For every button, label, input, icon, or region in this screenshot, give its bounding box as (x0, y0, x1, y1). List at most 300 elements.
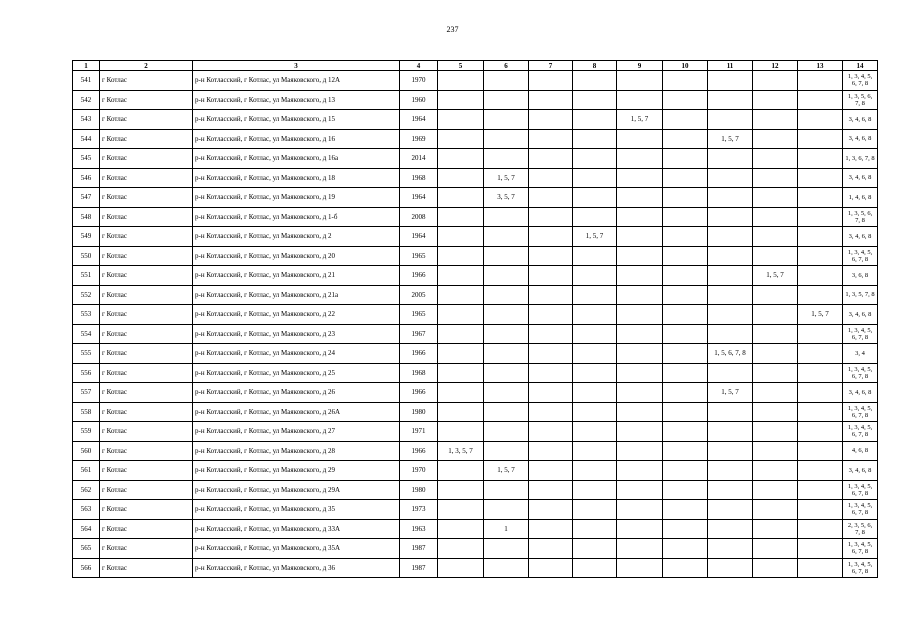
col5-cell (438, 402, 484, 422)
col13-cell (798, 285, 843, 305)
col13-cell (798, 207, 843, 227)
year-cell: 1970 (400, 461, 438, 481)
table-row (73, 324, 878, 344)
col12-cell (753, 110, 798, 130)
col5-cell (438, 246, 484, 266)
address-cell: р-н Котласский, г Котлас, ул Маяковского, д 1-б (193, 207, 400, 227)
col11-cell (708, 188, 753, 208)
col6-cell (484, 422, 529, 442)
col14-cell: 1, 3, 4, 5, 6, 7, 8 (843, 324, 878, 344)
col5-cell (438, 90, 484, 110)
table-header-row (73, 61, 878, 71)
settlement-cell: г Котлас (100, 441, 193, 461)
col8-cell (573, 441, 617, 461)
row-number: 565 (73, 539, 100, 559)
col5-cell (438, 168, 484, 188)
table-row (73, 383, 878, 403)
col5-cell (438, 422, 484, 442)
col5-cell (438, 305, 484, 325)
col11-cell: 1, 5, 7 (708, 383, 753, 403)
col8-cell (573, 149, 617, 169)
settlement-cell: г Котлас (100, 461, 193, 481)
col10-cell (663, 480, 708, 500)
col5-cell (438, 383, 484, 403)
col9-cell (617, 461, 663, 481)
col5-cell: 1, 3, 5, 7 (438, 441, 484, 461)
col9-cell (617, 266, 663, 286)
year-cell: 1960 (400, 90, 438, 110)
col5-cell (438, 188, 484, 208)
col7-cell (529, 266, 573, 286)
row-number: 560 (73, 441, 100, 461)
col14-cell: 3, 4, 6, 8 (843, 383, 878, 403)
col12-cell (753, 246, 798, 266)
col8-cell (573, 168, 617, 188)
col6-cell (484, 90, 529, 110)
year-cell: 1968 (400, 168, 438, 188)
table-row (73, 110, 878, 130)
col11-cell (708, 227, 753, 247)
col6-cell (484, 285, 529, 305)
table-row (73, 266, 878, 286)
col10-cell (663, 266, 708, 286)
address-cell: р-н Котласский, г Котлас, ул Маяковского, д 18 (193, 168, 400, 188)
col8-cell (573, 558, 617, 578)
col11-cell (708, 71, 753, 91)
address-cell: р-н Котласский, г Котлас, ул Маяковского, д 16а (193, 149, 400, 169)
col14-cell: 1, 3, 4, 5, 6, 7, 8 (843, 480, 878, 500)
col12-cell (753, 539, 798, 559)
col6-cell (484, 441, 529, 461)
col7-cell (529, 188, 573, 208)
address-cell: р-н Котласский, г Котлас, ул Маяковского, д 23 (193, 324, 400, 344)
col9-cell (617, 324, 663, 344)
col5-cell (438, 519, 484, 539)
col7-cell (529, 422, 573, 442)
col14-cell: 3, 4, 6, 8 (843, 110, 878, 130)
col13-cell (798, 422, 843, 442)
column-header-8: 8 (573, 61, 617, 71)
col9-cell (617, 188, 663, 208)
col5-cell (438, 500, 484, 520)
col12-cell (753, 383, 798, 403)
col5-cell (438, 71, 484, 91)
settlement-cell: г Котлас (100, 422, 193, 442)
row-number: 559 (73, 422, 100, 442)
col13-cell (798, 188, 843, 208)
col10-cell (663, 168, 708, 188)
col12-cell (753, 324, 798, 344)
col5-cell (438, 461, 484, 481)
row-number: 549 (73, 227, 100, 247)
col13-cell (798, 402, 843, 422)
row-number: 556 (73, 363, 100, 383)
table-row (73, 441, 878, 461)
col13-cell (798, 558, 843, 578)
col7-cell (529, 71, 573, 91)
year-cell: 1964 (400, 227, 438, 247)
col11-cell (708, 461, 753, 481)
col12-cell (753, 71, 798, 91)
col9-cell (617, 285, 663, 305)
address-cell: р-н Котласский, г Котлас, ул Маяковского, д 21 (193, 266, 400, 286)
table-row (73, 149, 878, 169)
col13-cell (798, 168, 843, 188)
col6-cell (484, 129, 529, 149)
col11-cell (708, 266, 753, 286)
col9-cell (617, 383, 663, 403)
col12-cell (753, 305, 798, 325)
col14-cell: 2, 3, 5, 6, 7, 8 (843, 519, 878, 539)
col9-cell (617, 441, 663, 461)
col5-cell (438, 539, 484, 559)
col7-cell (529, 168, 573, 188)
col7-cell (529, 246, 573, 266)
col6-cell (484, 558, 529, 578)
col12-cell (753, 500, 798, 520)
col6-cell: 1, 5, 7 (484, 461, 529, 481)
settlement-cell: г Котлас (100, 188, 193, 208)
settlement-cell: г Котлас (100, 207, 193, 227)
col6-cell (484, 246, 529, 266)
settlement-cell: г Котлас (100, 168, 193, 188)
table-row (73, 500, 878, 520)
col12-cell (753, 344, 798, 364)
year-cell: 1980 (400, 402, 438, 422)
column-header-5: 5 (438, 61, 484, 71)
col8-cell (573, 383, 617, 403)
settlement-cell: г Котлас (100, 129, 193, 149)
col12-cell (753, 149, 798, 169)
row-number: 561 (73, 461, 100, 481)
year-cell: 1980 (400, 480, 438, 500)
column-header-6: 6 (484, 61, 529, 71)
row-number: 564 (73, 519, 100, 539)
col7-cell (529, 558, 573, 578)
col14-cell: 3, 4 (843, 344, 878, 364)
col11-cell (708, 500, 753, 520)
col11-cell: 1, 5, 7 (708, 129, 753, 149)
year-cell: 2008 (400, 207, 438, 227)
table-row (73, 422, 878, 442)
col8-cell (573, 188, 617, 208)
col11-cell (708, 558, 753, 578)
col8-cell (573, 500, 617, 520)
col10-cell (663, 110, 708, 130)
col5-cell (438, 285, 484, 305)
settlement-cell: г Котлас (100, 324, 193, 344)
year-cell: 1965 (400, 246, 438, 266)
year-cell: 1965 (400, 305, 438, 325)
table-row (73, 285, 878, 305)
col11-cell (708, 441, 753, 461)
col11-cell (708, 519, 753, 539)
col10-cell (663, 519, 708, 539)
col9-cell (617, 480, 663, 500)
col9-cell (617, 149, 663, 169)
table-row (73, 402, 878, 422)
col7-cell (529, 90, 573, 110)
table-row (73, 344, 878, 364)
settlement-cell: г Котлас (100, 344, 193, 364)
col9-cell (617, 558, 663, 578)
col7-cell (529, 402, 573, 422)
table-row (73, 305, 878, 325)
settlement-cell: г Котлас (100, 149, 193, 169)
table-row (73, 363, 878, 383)
col13-cell (798, 461, 843, 481)
col12-cell: 1, 5, 7 (753, 266, 798, 286)
col10-cell (663, 441, 708, 461)
settlement-cell: г Котлас (100, 285, 193, 305)
col9-cell (617, 129, 663, 149)
col11-cell (708, 305, 753, 325)
col14-cell: 1, 3, 5, 6, 7, 8 (843, 90, 878, 110)
col10-cell (663, 305, 708, 325)
col5-cell (438, 149, 484, 169)
col10-cell (663, 461, 708, 481)
col6-cell (484, 363, 529, 383)
col14-cell: 3, 4, 6, 8 (843, 227, 878, 247)
column-header-4: 4 (400, 61, 438, 71)
address-cell: р-н Котласский, г Котлас, ул Маяковского, д 29 (193, 461, 400, 481)
year-cell: 1971 (400, 422, 438, 442)
col10-cell (663, 539, 708, 559)
table-body (73, 71, 878, 578)
col9-cell (617, 422, 663, 442)
col7-cell (529, 305, 573, 325)
col6-cell (484, 500, 529, 520)
col7-cell (529, 285, 573, 305)
column-header-2: 2 (100, 61, 193, 71)
col13-cell (798, 71, 843, 91)
col8-cell (573, 129, 617, 149)
page-number: 237 (446, 25, 459, 34)
col6-cell (484, 480, 529, 500)
col5-cell (438, 110, 484, 130)
table-row (73, 90, 878, 110)
col9-cell (617, 500, 663, 520)
col9-cell: 1, 5, 7 (617, 110, 663, 130)
table-row (73, 539, 878, 559)
col8-cell (573, 422, 617, 442)
address-cell: р-н Котласский, г Котлас, ул Маяковского, д 21а (193, 285, 400, 305)
col13-cell (798, 149, 843, 169)
col9-cell (617, 402, 663, 422)
col13-cell (798, 363, 843, 383)
col12-cell (753, 207, 798, 227)
col13-cell (798, 441, 843, 461)
col12-cell (753, 188, 798, 208)
col9-cell (617, 227, 663, 247)
col14-cell: 1, 3, 4, 5, 6, 7, 8 (843, 422, 878, 442)
col7-cell (529, 227, 573, 247)
address-cell: р-н Котласский, г Котлас, ул Маяковского, д 24 (193, 344, 400, 364)
row-number: 553 (73, 305, 100, 325)
col5-cell (438, 227, 484, 247)
col11-cell (708, 402, 753, 422)
col6-cell: 1, 5, 7 (484, 168, 529, 188)
settlement-cell: г Котлас (100, 90, 193, 110)
col14-cell: 1, 3, 4, 5, 6, 7, 8 (843, 246, 878, 266)
col11-cell (708, 110, 753, 130)
table-row (73, 558, 878, 578)
col11-cell (708, 168, 753, 188)
col9-cell (617, 207, 663, 227)
col7-cell (529, 480, 573, 500)
col12-cell (753, 285, 798, 305)
col12-cell (753, 422, 798, 442)
row-number: 563 (73, 500, 100, 520)
housing-register-table (72, 60, 878, 578)
settlement-cell: г Котлас (100, 71, 193, 91)
col10-cell (663, 363, 708, 383)
col9-cell (617, 344, 663, 364)
table-row (73, 480, 878, 500)
col8-cell (573, 266, 617, 286)
address-cell: р-н Котласский, г Котлас, ул Маяковского, д 20 (193, 246, 400, 266)
settlement-cell: г Котлас (100, 363, 193, 383)
col10-cell (663, 558, 708, 578)
address-cell: р-н Котласский, г Котлас, ул Маяковского, д 33А (193, 519, 400, 539)
address-cell: р-н Котласский, г Котлас, ул Маяковского, д 36 (193, 558, 400, 578)
table-row (73, 207, 878, 227)
settlement-cell: г Котлас (100, 558, 193, 578)
column-header-10: 10 (663, 61, 708, 71)
col9-cell (617, 305, 663, 325)
col14-cell: 3, 4, 6, 8 (843, 168, 878, 188)
col7-cell (529, 110, 573, 130)
year-cell: 1970 (400, 71, 438, 91)
col11-cell (708, 207, 753, 227)
col11-cell (708, 480, 753, 500)
row-number: 546 (73, 168, 100, 188)
col11-cell (708, 422, 753, 442)
col9-cell (617, 519, 663, 539)
col9-cell (617, 90, 663, 110)
year-cell: 1969 (400, 129, 438, 149)
col10-cell (663, 500, 708, 520)
address-cell: р-н Котласский, г Котлас, ул Маяковского, д 19 (193, 188, 400, 208)
address-cell: р-н Котласский, г Котлас, ул Маяковского, д 2 (193, 227, 400, 247)
col9-cell (617, 246, 663, 266)
col14-cell: 3, 4, 6, 8 (843, 461, 878, 481)
col8-cell: 1, 5, 7 (573, 227, 617, 247)
col10-cell (663, 402, 708, 422)
col6-cell (484, 305, 529, 325)
year-cell: 1968 (400, 363, 438, 383)
col6-cell (484, 383, 529, 403)
col12-cell (753, 441, 798, 461)
col14-cell: 1, 3, 4, 5, 6, 7, 8 (843, 539, 878, 559)
col12-cell (753, 129, 798, 149)
col14-cell: 3, 4, 6, 8 (843, 305, 878, 325)
col6-cell (484, 344, 529, 364)
col6-cell (484, 402, 529, 422)
col12-cell (753, 480, 798, 500)
settlement-cell: г Котлас (100, 266, 193, 286)
address-cell: р-н Котласский, г Котлас, ул Маяковского, д 29А (193, 480, 400, 500)
row-number: 548 (73, 207, 100, 227)
row-number: 543 (73, 110, 100, 130)
settlement-cell: г Котлас (100, 402, 193, 422)
year-cell: 1966 (400, 441, 438, 461)
table-row (73, 129, 878, 149)
col8-cell (573, 71, 617, 91)
row-number: 557 (73, 383, 100, 403)
col10-cell (663, 188, 708, 208)
col13-cell (798, 227, 843, 247)
col11-cell (708, 246, 753, 266)
col13-cell (798, 90, 843, 110)
col10-cell (663, 129, 708, 149)
col8-cell (573, 539, 617, 559)
col6-cell (484, 227, 529, 247)
row-number: 544 (73, 129, 100, 149)
col12-cell (753, 461, 798, 481)
col14-cell: 1, 3, 4, 5, 6, 7, 8 (843, 71, 878, 91)
year-cell: 1987 (400, 558, 438, 578)
col13-cell (798, 480, 843, 500)
row-number: 552 (73, 285, 100, 305)
col10-cell (663, 344, 708, 364)
column-header-11: 11 (708, 61, 753, 71)
table-row (73, 168, 878, 188)
col14-cell: 4, 6, 8 (843, 441, 878, 461)
address-cell: р-н Котласский, г Котлас, ул Маяковского, д 28 (193, 441, 400, 461)
col11-cell (708, 363, 753, 383)
col7-cell (529, 461, 573, 481)
row-number: 541 (73, 71, 100, 91)
table-row (73, 246, 878, 266)
year-cell: 1967 (400, 324, 438, 344)
col12-cell (753, 168, 798, 188)
col9-cell (617, 363, 663, 383)
col10-cell (663, 422, 708, 442)
col14-cell: 1, 3, 6, 7, 8 (843, 149, 878, 169)
col11-cell (708, 149, 753, 169)
col11-cell (708, 90, 753, 110)
row-number: 558 (73, 402, 100, 422)
address-cell: р-н Котласский, г Котлас, ул Маяковского, д 26А (193, 402, 400, 422)
year-cell: 1966 (400, 266, 438, 286)
col6-cell: 3, 5, 7 (484, 188, 529, 208)
settlement-cell: г Котлас (100, 227, 193, 247)
col13-cell (798, 539, 843, 559)
col14-cell: 1, 3, 4, 5, 6, 7, 8 (843, 558, 878, 578)
col10-cell (663, 71, 708, 91)
address-cell: р-н Котласский, г Котлас, ул Маяковского, д 12А (193, 71, 400, 91)
year-cell: 2005 (400, 285, 438, 305)
col7-cell (529, 129, 573, 149)
col10-cell (663, 90, 708, 110)
col5-cell (438, 129, 484, 149)
col8-cell (573, 480, 617, 500)
col9-cell (617, 539, 663, 559)
col14-cell: 1, 3, 5, 7, 8 (843, 285, 878, 305)
address-cell: р-н Котласский, г Котлас, ул Маяковского, д 27 (193, 422, 400, 442)
year-cell: 1966 (400, 383, 438, 403)
col11-cell (708, 285, 753, 305)
col5-cell (438, 480, 484, 500)
address-cell: р-н Котласский, г Котлас, ул Маяковского, д 26 (193, 383, 400, 403)
col14-cell: 3, 6, 8 (843, 266, 878, 286)
column-header-7: 7 (529, 61, 573, 71)
col8-cell (573, 363, 617, 383)
col6-cell (484, 110, 529, 130)
col12-cell (753, 402, 798, 422)
col13-cell (798, 324, 843, 344)
